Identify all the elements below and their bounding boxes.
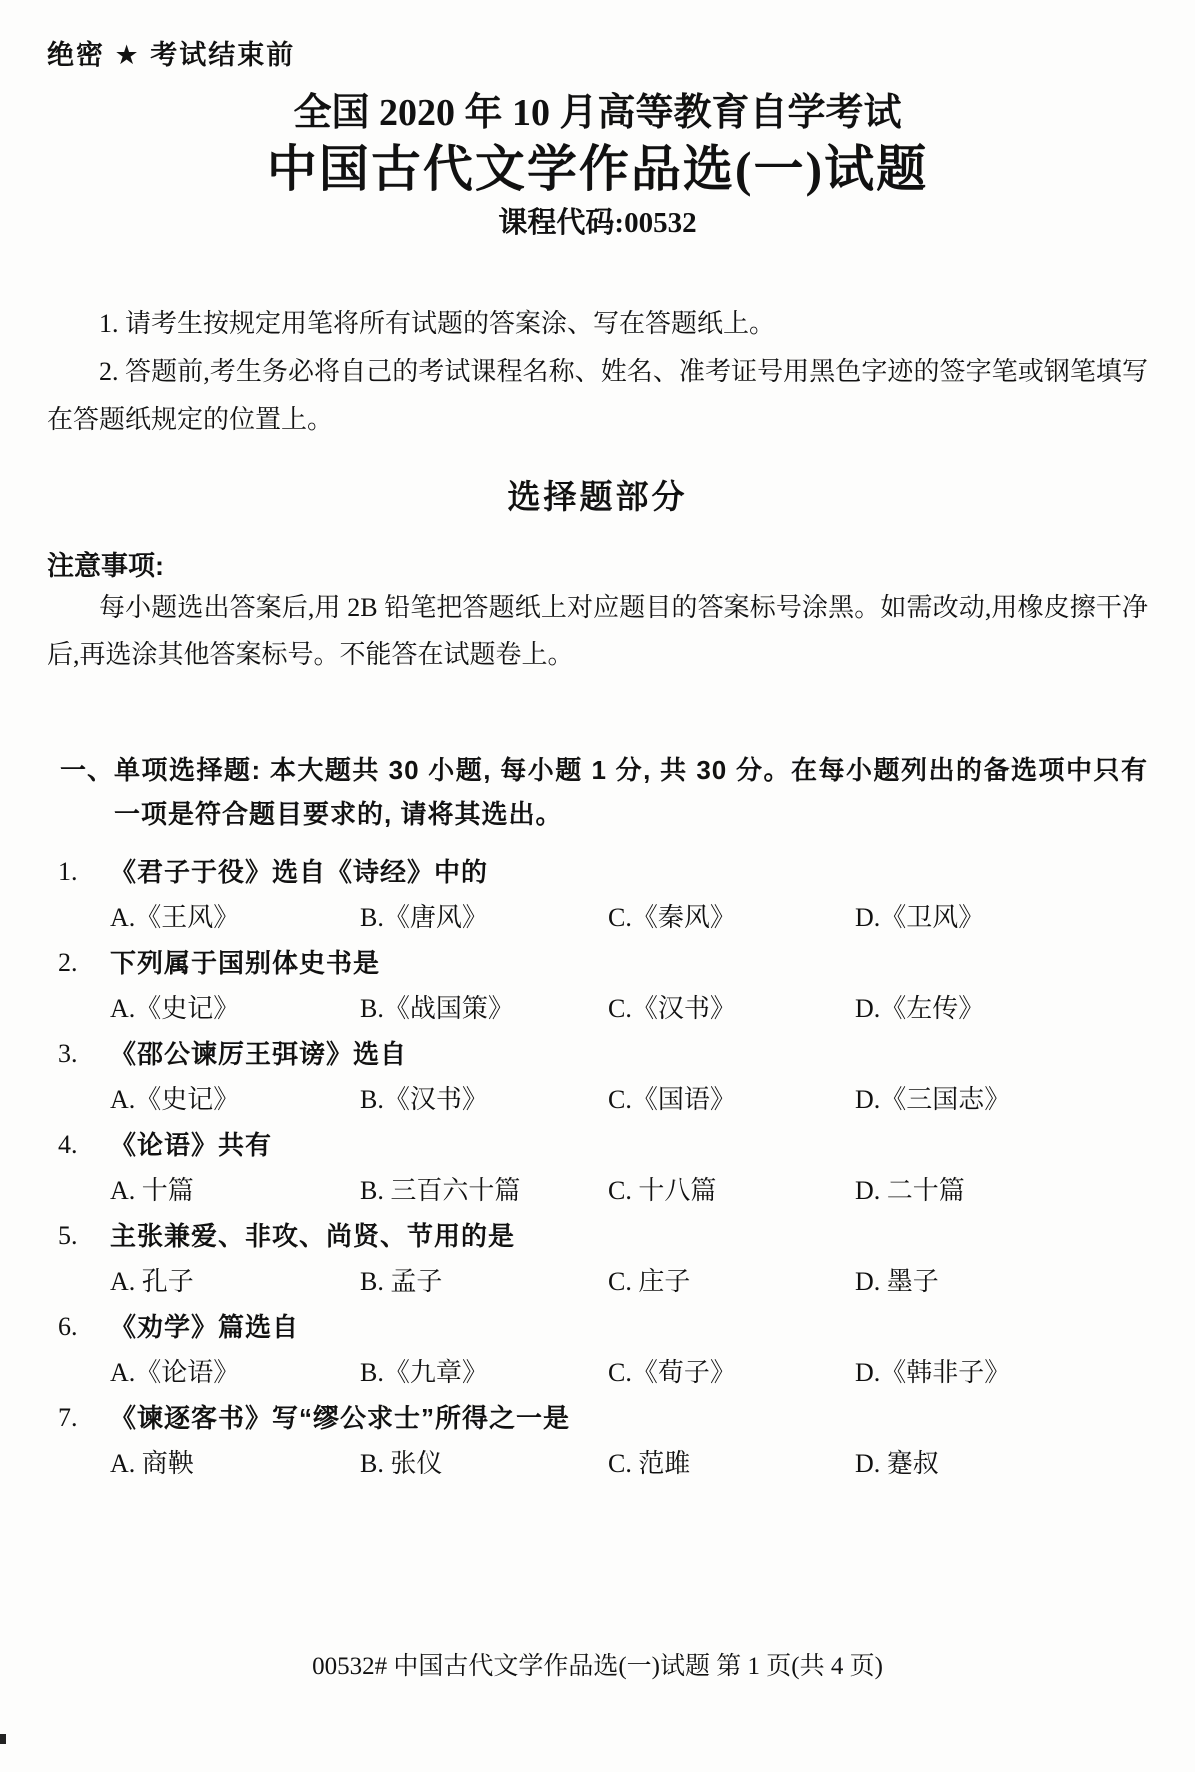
question-2-stem: 下列属于国别体史书是 xyxy=(110,948,381,978)
instruction-item-1: 1. 请考生按规定用笔将所有试题的答案涂、写在答题纸上。 xyxy=(99,309,776,338)
question-4 xyxy=(47,1123,1148,1214)
question-3-stem-row xyxy=(47,1032,1148,1076)
question-1-option-d: D.《卫风》 xyxy=(855,903,985,932)
course-code: 课程代码:00532 xyxy=(498,207,697,239)
question-7-number: 7. xyxy=(58,1403,78,1432)
question-2-options xyxy=(47,985,1148,1032)
question-1-option-b: B.《唐风》 xyxy=(360,903,488,932)
page-footer: 00532# 中国古代文学作品选(一)试题 第 1 页(共 4 页) xyxy=(312,1653,883,1680)
question-1-option-c: C.《秦风》 xyxy=(608,903,736,932)
question-5-option-c: C. 庄子 xyxy=(608,1267,691,1296)
question-7-stem-row xyxy=(47,1396,1148,1440)
question-6-stem: 《劝学》篇选自 xyxy=(110,1312,300,1342)
question-4-option-b: B. 三百六十篇 xyxy=(360,1176,521,1205)
question-7-option-c: C. 范雎 xyxy=(608,1449,691,1478)
question-2-option-a: A.《史记》 xyxy=(110,994,240,1023)
part-one-number: 一、 xyxy=(60,755,115,785)
classification-banner: 绝密 ★ 考试结束前 xyxy=(47,40,296,70)
question-6-options xyxy=(47,1349,1148,1396)
question-1-option-a: A.《王风》 xyxy=(110,903,240,932)
question-4-number: 4. xyxy=(58,1130,78,1159)
question-5-option-a: A. 孔子 xyxy=(110,1267,194,1296)
question-7-stem: 《谏逐客书》写“缪公求士”所得之一是 xyxy=(110,1403,571,1433)
exam-session-title: 全国 2020 年 10 月高等教育自学考试 xyxy=(293,92,902,134)
question-4-stem-row xyxy=(47,1123,1148,1167)
section-title: 选择题部分 xyxy=(507,478,688,515)
question-1-number: 1. xyxy=(58,857,78,886)
question-2-stem-row xyxy=(47,941,1148,985)
question-2 xyxy=(47,941,1148,1032)
question-7-option-b: B. 张仪 xyxy=(360,1449,443,1478)
instruction-item-2: 2. 答题前,考生务必将自己的考试课程名称、姓名、准考证号用黑色字迹的签字笔或钢笔填写在答题纸规定的位置上。 xyxy=(47,357,1148,434)
question-4-option-c: C. 十八篇 xyxy=(608,1176,717,1205)
general-instructions xyxy=(47,300,1148,444)
question-5 xyxy=(47,1214,1148,1305)
question-3-option-a: A.《史记》 xyxy=(110,1085,240,1114)
part-one-heading-text: 单项选择题: 本大题共 30 小题, 每小题 1 分, 共 30 分。在每小题列出的备选项中只有一项是符合题目要求的, 请将其选出。 xyxy=(114,755,1148,829)
question-7-options xyxy=(47,1440,1148,1487)
question-3-stem: 《邵公谏厉王弭谤》选自 xyxy=(110,1039,408,1069)
question-5-option-b: B. 孟子 xyxy=(360,1267,443,1296)
question-2-option-d: D.《左传》 xyxy=(855,994,985,1023)
question-5-stem: 主张兼爱、非攻、尚贤、节用的是 xyxy=(110,1221,516,1251)
question-1-stem: 《君子于役》选自《诗经》中的 xyxy=(110,857,489,887)
question-6-number: 6. xyxy=(58,1312,78,1341)
question-3-option-b: B.《汉书》 xyxy=(360,1085,488,1114)
question-6-stem-row xyxy=(47,1305,1148,1349)
question-4-options xyxy=(47,1167,1148,1214)
question-2-option-b: B.《战国策》 xyxy=(360,994,514,1023)
question-6-option-d: D.《韩非子》 xyxy=(855,1358,1011,1387)
question-5-number: 5. xyxy=(58,1221,78,1250)
question-7-option-d: D. 蹇叔 xyxy=(855,1449,939,1478)
question-6-option-a: A.《论语》 xyxy=(110,1358,240,1387)
question-2-option-c: C.《汉书》 xyxy=(608,994,736,1023)
question-6 xyxy=(47,1305,1148,1396)
question-3-option-d: D.《三国志》 xyxy=(855,1085,1011,1114)
question-4-option-d: D. 二十篇 xyxy=(855,1176,965,1205)
question-4-stem: 《论语》共有 xyxy=(110,1130,273,1160)
question-4-option-a: A. 十篇 xyxy=(110,1176,194,1205)
page-title: 中国古代文学作品选(一)试题 xyxy=(266,141,929,197)
question-3 xyxy=(47,1032,1148,1123)
question-1 xyxy=(47,850,1148,941)
question-3-option-c: C.《国语》 xyxy=(608,1085,736,1114)
question-list xyxy=(47,850,1148,1487)
notes-body: 每小题选出答案后,用 2B 铅笔把答题纸上对应题目的答案标号涂黑。如需改动,用橡皮擦干净后,再选涂其他答案标号。不能答在试题卷上。 xyxy=(47,593,1148,669)
part-one-heading xyxy=(47,748,1148,836)
question-3-number: 3. xyxy=(58,1039,78,1068)
question-2-number: 2. xyxy=(58,948,78,977)
notes-heading: 注意事项: xyxy=(47,551,164,581)
question-6-option-b: B.《九章》 xyxy=(360,1358,488,1387)
question-7 xyxy=(47,1396,1148,1487)
question-1-options xyxy=(47,894,1148,941)
question-5-options xyxy=(47,1258,1148,1305)
question-3-options xyxy=(47,1076,1148,1123)
scan-artifact xyxy=(0,1734,6,1744)
question-6-option-c: C.《荀子》 xyxy=(608,1358,736,1387)
question-1-stem-row xyxy=(47,850,1148,894)
question-5-option-d: D. 墨子 xyxy=(855,1267,939,1296)
question-5-stem-row xyxy=(47,1214,1148,1258)
question-7-option-a: A. 商鞅 xyxy=(110,1449,194,1478)
